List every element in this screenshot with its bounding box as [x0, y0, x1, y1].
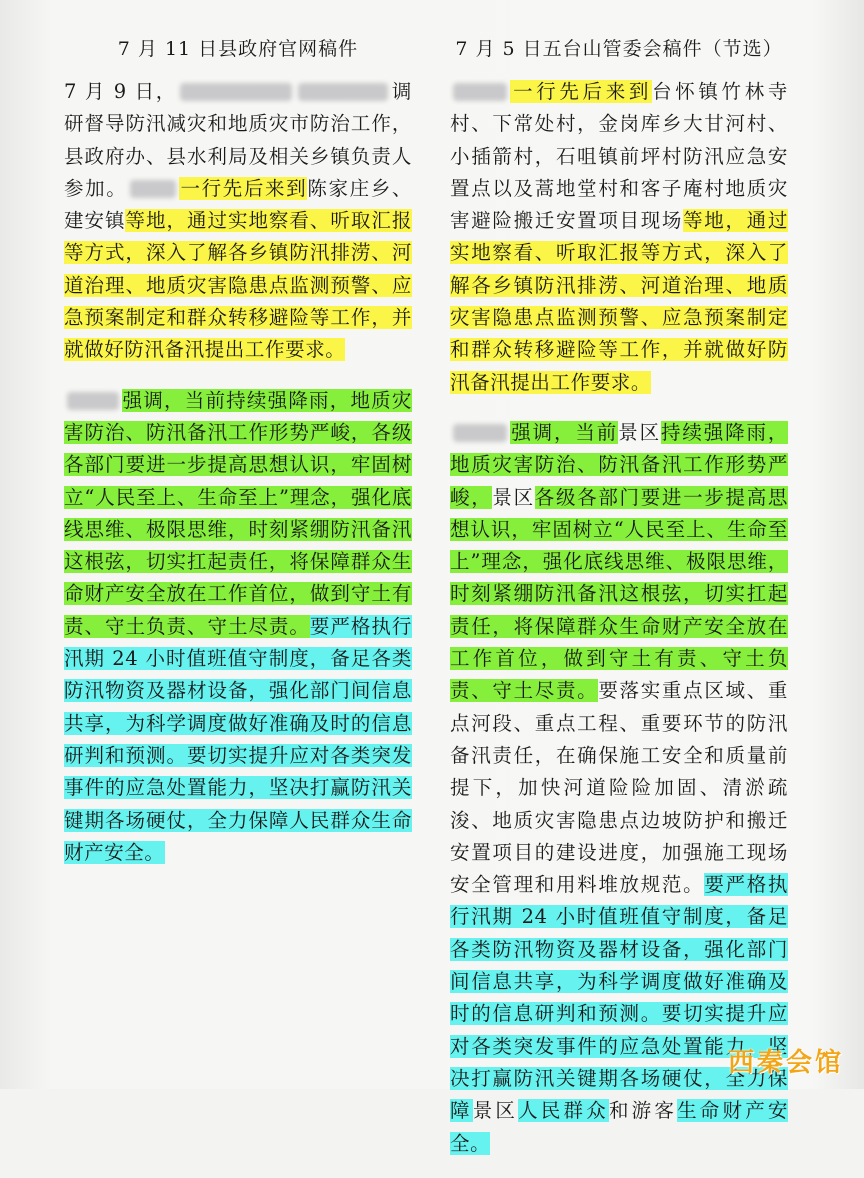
right-paragraph-1 — [450, 76, 788, 399]
left-p1-highlight-yellow: 一行先后来到 — [179, 176, 308, 200]
right-p2-highlight-green: 强调，当前 — [510, 420, 619, 444]
left-paragraph-1 — [64, 76, 412, 367]
right-p2-added-word: 景区 — [618, 420, 661, 444]
right-p2-highlight-cyan: 生命财产安全。 — [450, 1099, 789, 1155]
redacted-name-blur — [453, 83, 507, 101]
right-p1-highlight-yellow: 一行先后来到 — [510, 80, 653, 103]
left-column-title: 7 月 11 日县政府官网稿件 — [117, 38, 359, 60]
left-p1-date: 7 月 9 日， — [64, 80, 177, 103]
right-p2-added-word: 景区 — [492, 485, 535, 509]
redacted-name-blur — [67, 392, 119, 410]
left-p2-highlight-green: 强调，当前持续强降雨，地质灾害防治、防汛备汛工作形势严峻，各级各部门要进一步提高思想认识，牢固树立“人民至上、生命至上”理念，强化底线思维、极限思维，时刻紧绷防汛备汛这根弦，切实扛起责任，将保障群众生命财产安全放在工作首位，做到守土有责、守土负责、守土尽责。 — [64, 388, 412, 638]
right-p2-highlight-cyan: 要严格执行汛期 24 小时值班值守制度，备足各类防汛物资及器材设备，强化部门间信息共享，为科学调度做好准确及时的信息研判和预测。要切实提升应对各类突发事件的应急处置能力，坚决打赢防汛关键期各场硬仗，全力保障 — [450, 873, 788, 1123]
left-p2-highlight-cyan: 要严格执行汛期 24 小时值班值守制度，备足各类防汛物资及器材设备，强化部门间信息共享，为科学调度做好准确及时的信息研判和预测。要切实提升应对各类突发事件的应急处置能力，坚决打赢防汛关键期各场硬仗，全力保障人民群众生命财产安全。 — [64, 614, 412, 864]
left-p1-text: 调研督导防汛减灾和地质灾市防治工作，县政府办、县水利局及相关乡镇负责人参加。 — [64, 80, 412, 200]
right-p2-added-word: 和游客 — [608, 1099, 678, 1123]
left-p1-place-names: 陈家庄乡、建安镇 — [64, 176, 412, 233]
redacted-name-blur — [130, 180, 176, 198]
right-p2-highlight-cyan: 人民群众 — [518, 1099, 609, 1123]
right-column-wutaishan-article — [450, 36, 788, 1178]
redacted-name-blur — [180, 83, 292, 101]
left-p1-highlight-yellow: 等地，通过实地察看、听取汇报等方式，深入了解各乡镇防汛排涝、河道治理、地质灾害隐患点监测预警、应急预案制定和群众转移避险等工作，并就做好防汛备汛提出工作要求。 — [64, 209, 412, 362]
redacted-name-blur — [453, 424, 507, 442]
right-p2-added-word: 景区 — [472, 1099, 519, 1123]
right-p2-highlight-green: 各级各部门要进一步提高思想认识，牢固树立“人民至上、生命至上”理念，强化底线思维、极限思维，时刻紧绷防汛备汛这根弦，切实扛起责任，将保障群众生命财产安全放在工作首位，做到守土有责、守土负责、守土尽责。 — [450, 485, 789, 703]
right-p2-unique-text: 要落实重点区域、重点河段、重点工程、重要环节的防汛备汛责任，在确保施工安全和质量前提下，加快河道险险加固、清淤疏浚、地质灾害隐患点边坡防护和搬迁安置项目的建设进度，加强施工现场安全管理和用料堆放规范。 — [450, 679, 789, 897]
right-p1-place-names: 台怀镇竹林寺村、下常处村，金岗库乡大甘河村、小插箭村，石咀镇前坪村防汛应急安置点以及蒿地堂村和客子庵村地质灾害避险搬迁安置项目现场 — [450, 80, 788, 233]
left-column-county-article — [64, 36, 412, 887]
right-p2-highlight-green: 持续强降雨，地质灾害防治、防汛备汛工作形势严峻， — [450, 420, 788, 509]
right-column-title: 7 月 5 日五台山管委会稿件（节选） — [455, 38, 783, 60]
redacted-name-blur — [298, 83, 388, 101]
right-p1-highlight-yellow: 等地，通过实地察看、听取汇报等方式，深入了解各乡镇防汛排涝、河道治理、地质灾害隐患点监测预警、应急预案制定和群众转移避险等工作，并就做好防汛备汛提出工作要求。 — [450, 209, 788, 394]
watermark-logo: 西秦会馆 — [727, 1048, 844, 1078]
left-paragraph-2 — [64, 385, 412, 869]
